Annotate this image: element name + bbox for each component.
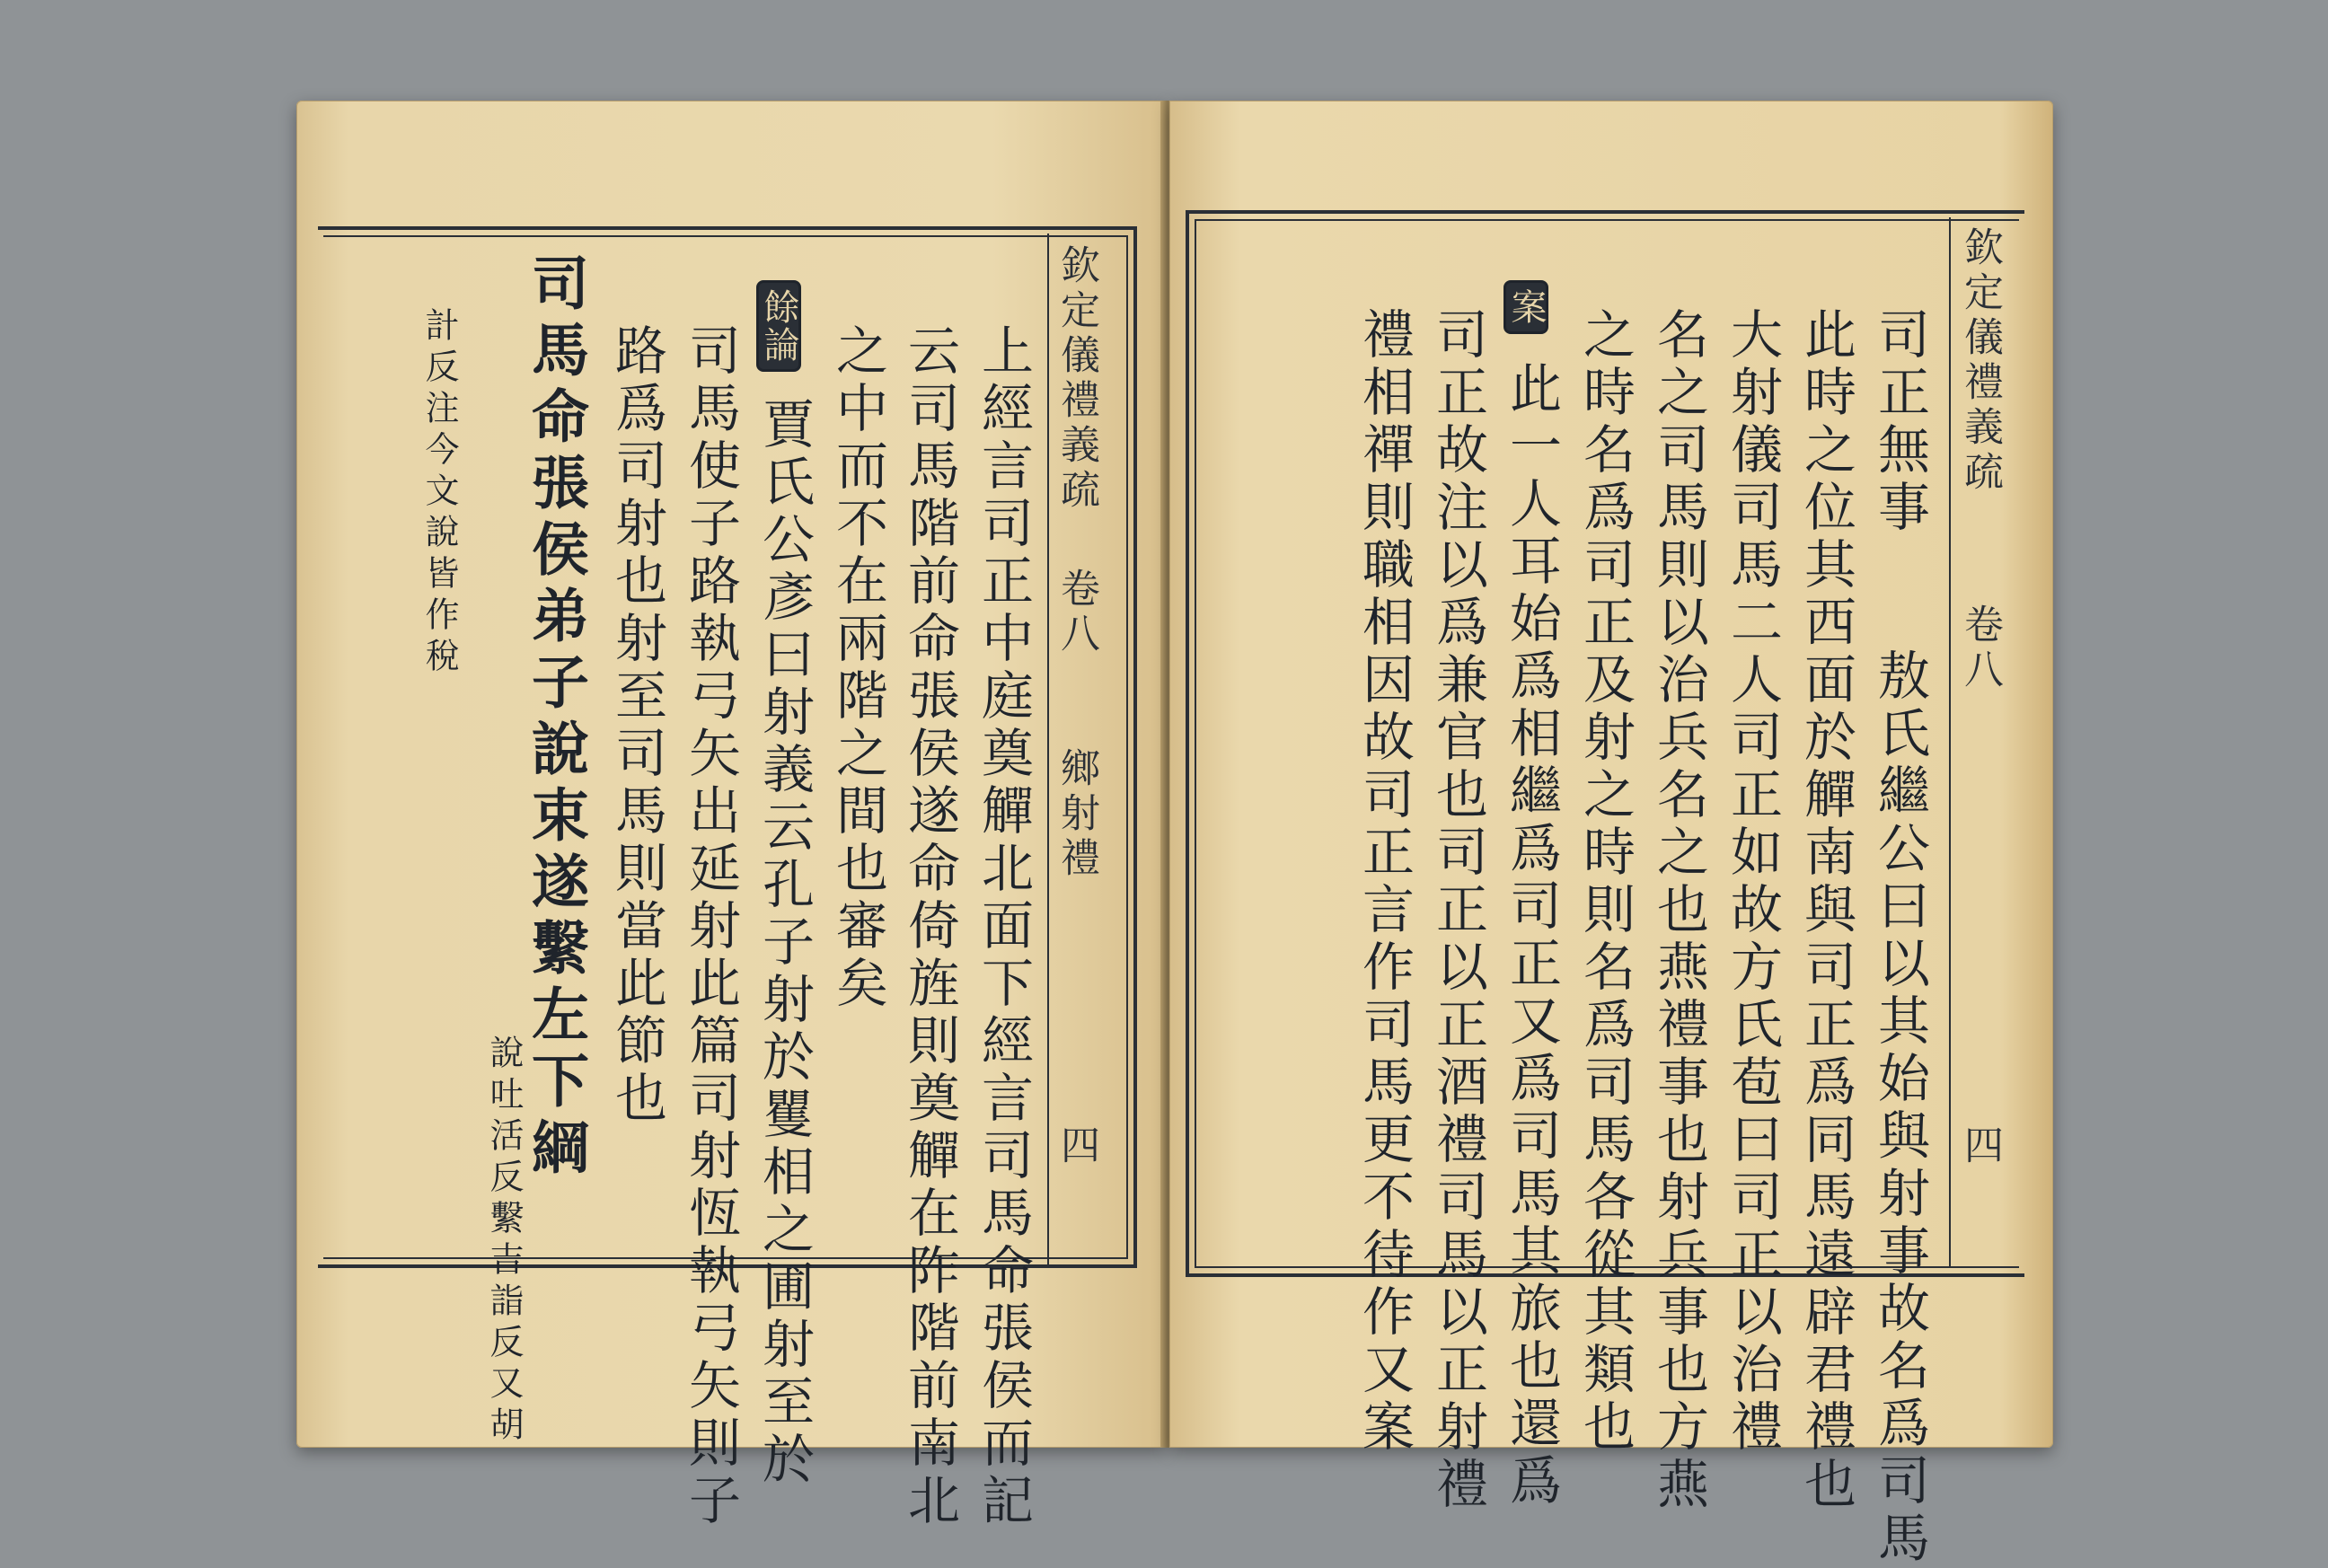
text-column: 上經言司正中庭奠觶北面下經言司馬命張侯而記: [973, 323, 1034, 1530]
text-column: 之時名爲司正及射之時則名爲司馬各從其類也: [1574, 307, 1636, 1457]
yulun-label: 餘論: [756, 280, 801, 372]
text-column: 司馬使子路執弓矢出延射此篇司射恆執弓矢則子: [680, 323, 741, 1530]
margin-volume: 卷八: [1054, 568, 1099, 657]
text-column: 司正故注以爲兼官也司正以正酒禮司馬以正射禮: [1427, 307, 1488, 1514]
text-column: 名之司馬則以治兵名之也燕禮事也射兵事也方燕: [1648, 307, 1709, 1514]
margin-page-number: 四: [1054, 1124, 1099, 1169]
scripture-heading: 司馬命張侯弟子說束遂繫左下綱: [522, 253, 589, 1184]
an-seal: [1504, 280, 1548, 334]
margin-title: 欽定儀禮義疏: [1957, 226, 2003, 496]
left-page: [296, 101, 1166, 1530]
fold-divider: [1949, 217, 1951, 1268]
pronunciation-note: 計反注今文說皆作稅: [419, 307, 459, 679]
an-label: 案: [1504, 280, 1548, 334]
margin-volume: 卷八: [1957, 603, 2003, 693]
text-column: 此時之位其西面於觶南與司正爲同馬遠辟君禮也: [1795, 307, 1856, 1514]
text-column: 路爲司射也射至司馬則當此節也: [606, 323, 667, 1128]
margin-title: 欽定儀禮義疏: [1054, 244, 1099, 514]
text-column: 賈氏公彥曰射義云孔子射於矍相之圃射至於: [754, 397, 815, 1489]
text-column: 云司馬階前命張侯遂命倚旌則奠觶在阼階前南北: [899, 323, 960, 1530]
margin-chapter: 鄉射禮: [1054, 747, 1099, 882]
text-column: 之中而不在兩階之間也審矣: [827, 323, 888, 1013]
text-column: 司正無事: [1869, 307, 1930, 537]
text-column: 大射儀司馬二人司正如故方氏苞曰司正以治禮: [1722, 307, 1783, 1457]
text-column: 此一人耳始爲相繼爲司正又爲司馬其旅也還爲: [1501, 361, 1562, 1511]
margin-page-number: 四: [1957, 1124, 2003, 1169]
text-column: 禮相禪則職相因故司正言作司馬更不待作又案: [1354, 307, 1415, 1457]
yulun-seal: [756, 280, 801, 372]
right-page: [1169, 101, 2053, 1568]
open-book: [296, 101, 2053, 1568]
fold-divider: [1047, 233, 1049, 1266]
pronunciation-note: 說吐活反繫吉詣反又胡: [484, 1035, 524, 1448]
commentary-column: 敖氏繼公曰以其始與射事故名爲司馬: [1869, 648, 1930, 1568]
